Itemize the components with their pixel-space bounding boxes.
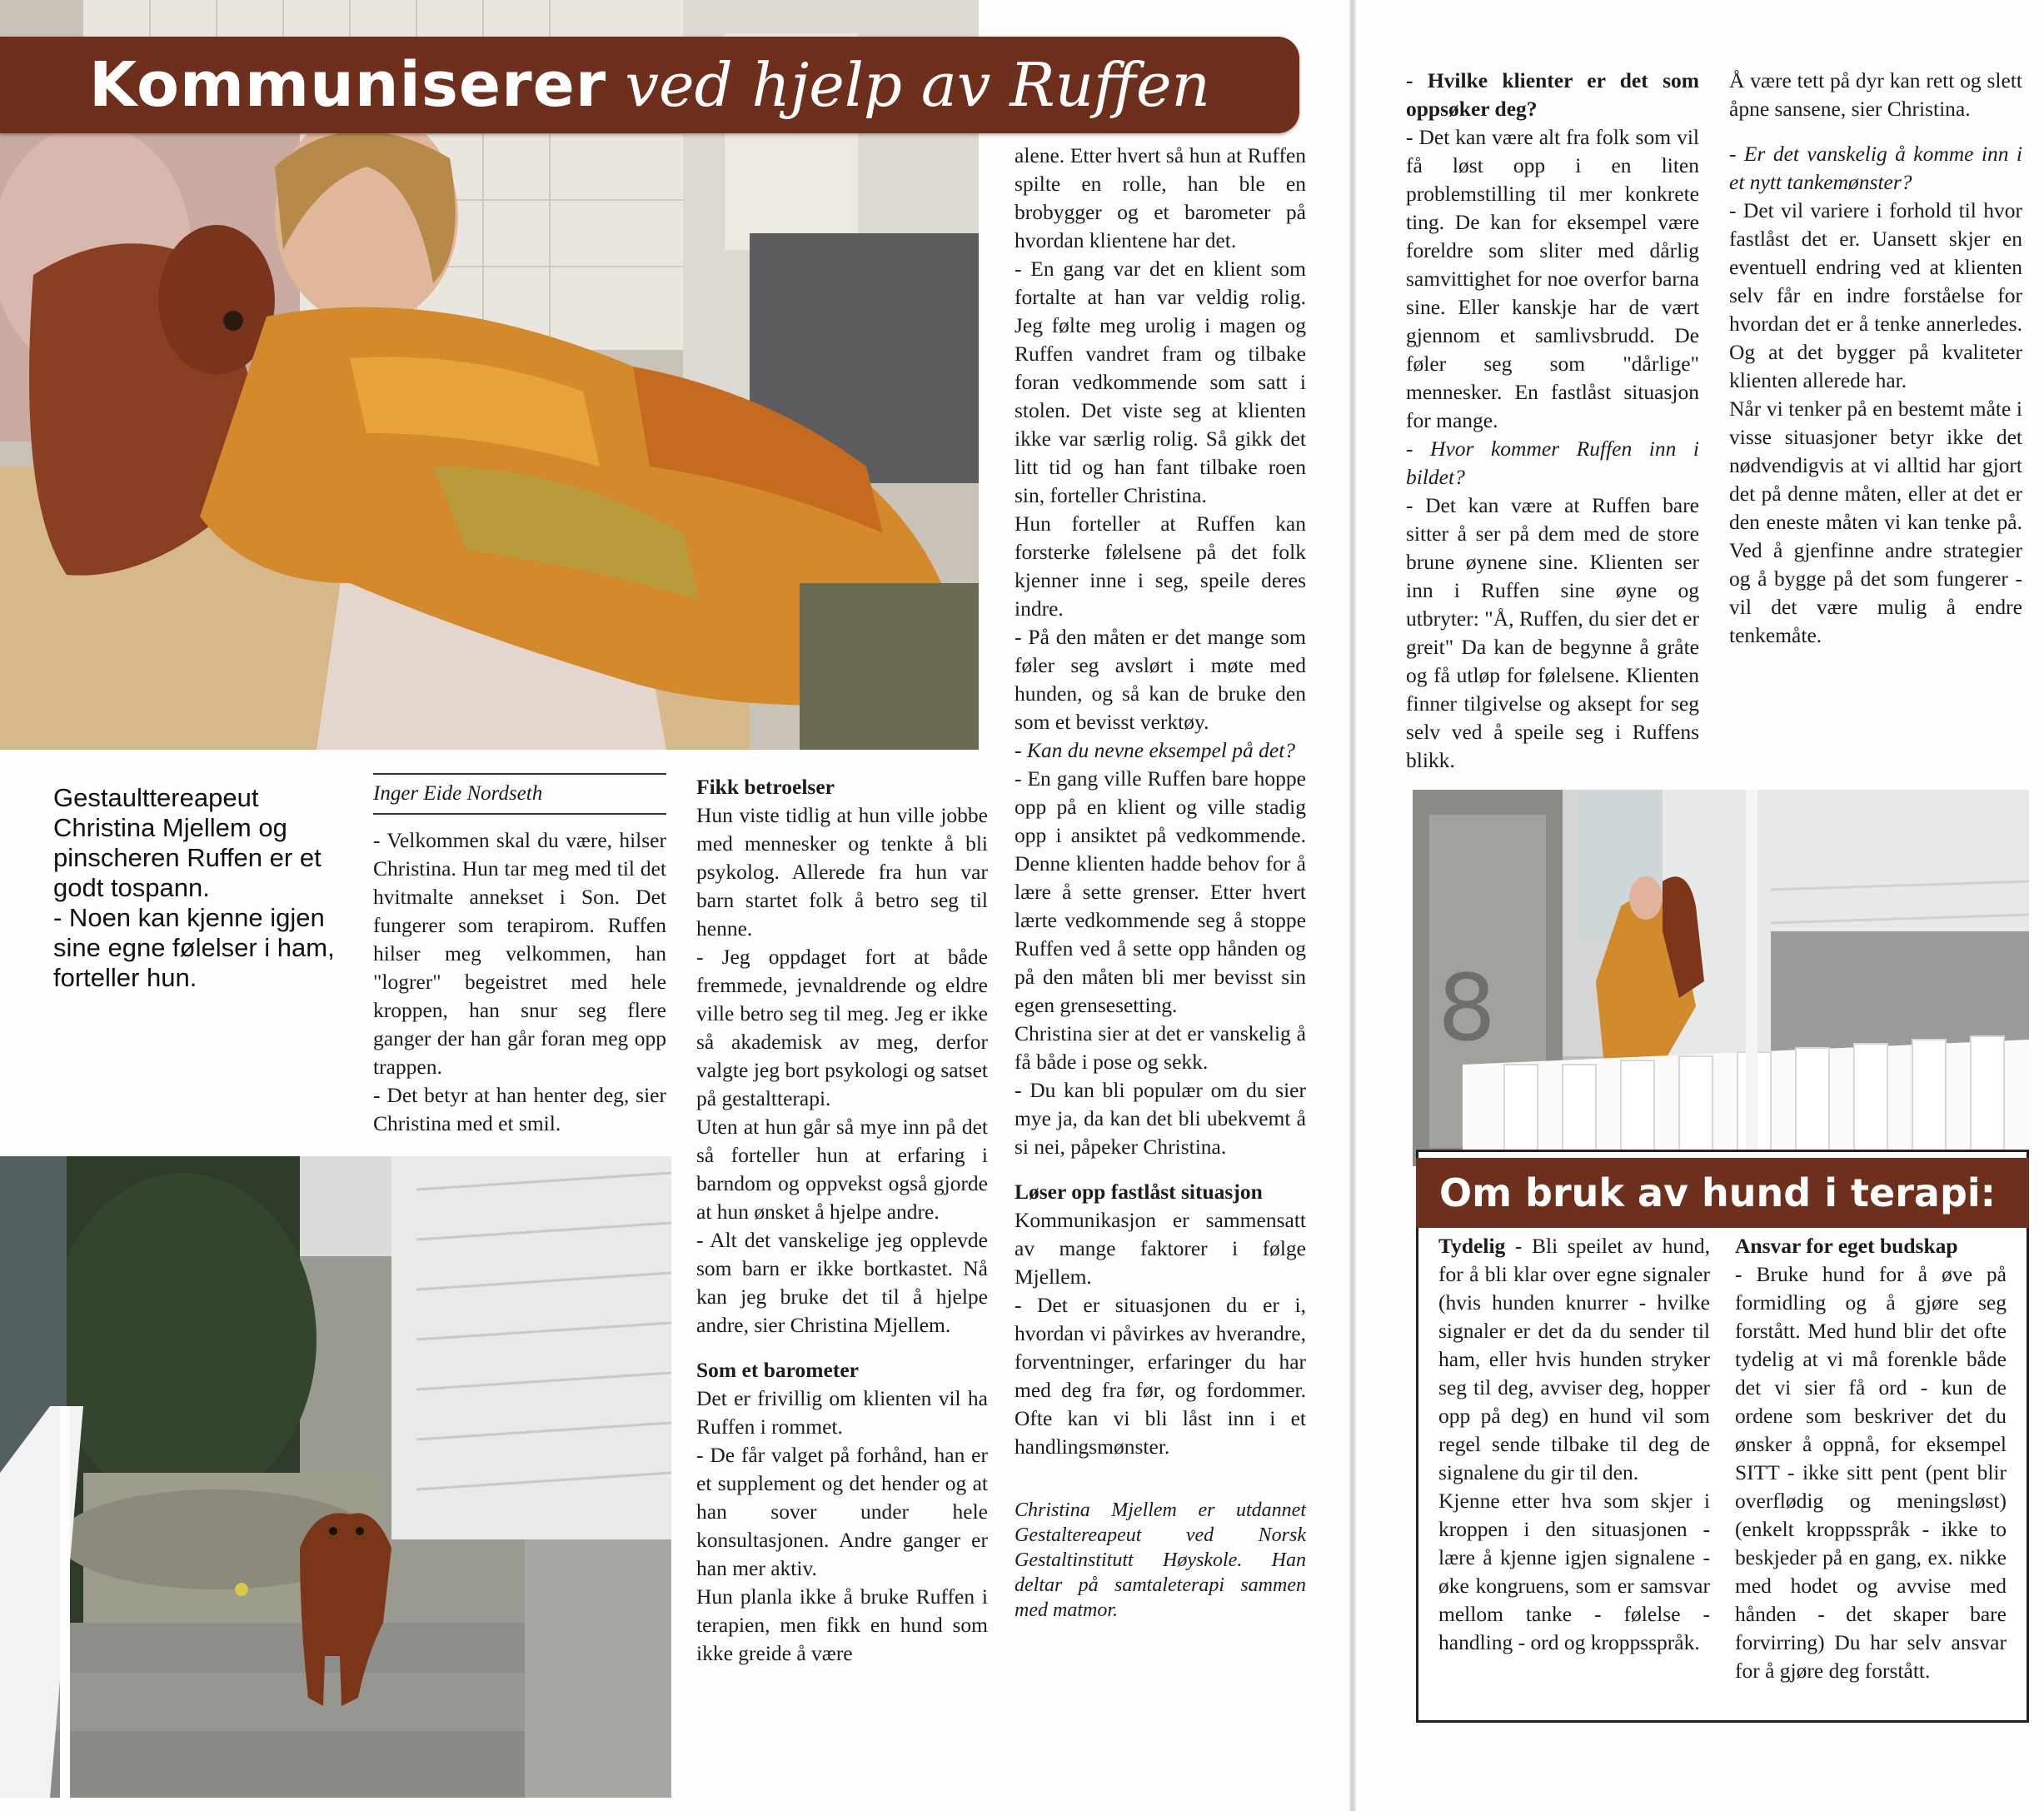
paragraph: - Alt det vanskelige jeg opplevde som barn er ikke bortkastet. Nå kan jeg bruke det til å hjelpe andre, sier Christina Mjellem. xyxy=(696,1228,988,1337)
question: - Kan du nevne eksempel på det? xyxy=(1015,738,1296,762)
paragraph: Å være tett på dyr kan rett og slett åpne sansene, sier Christina. xyxy=(1729,68,2022,121)
paragraph: - En gang var det en klient som fortalte at han var veldig rolig. Jeg følte meg urolig i magen og Ruffen vandret fram og tilbake foran vedkommende som satt i stolen. Det viste seg at klienten ikke var særlig rolig. Så gikk det litt tid og han fant tilbake roen sin, forteller Christina. xyxy=(1015,257,1306,507)
paragraph: Når vi tenker på en bestemt måte i visse situasjoner betyr ikke det nødvendigvis at vi alltid har gjort det på denne måten, eller at det er den eneste måten vi kan tenke på. Ved å gjenfinne andre strategier og å bygge på det som fungerer - vil det være mulig å endre tenkemåte. xyxy=(1729,397,2022,647)
subheading: Som et barometer xyxy=(696,1358,859,1382)
photo-woman-holding-dog xyxy=(1413,790,2029,1166)
info-box-column-2 xyxy=(1735,1232,2007,1685)
paragraph: - Det kan være at Ruffen bare sitter å ser på dem med de store brune øynene sine. Klienten ser inn i Ruffen sine øyne og utbryter: "Å, Ruffen, du sier det er greit" Da kan de begynne å gråte og få utløp for følelsene. Klienten finner tilgivelse og aksept for seg selv ved å speile seg i Ruffens blikk. xyxy=(1406,493,1699,772)
article-title-banner xyxy=(0,37,1299,133)
text-column-2 xyxy=(696,773,988,1668)
lead-paragraph: - Noen kan kjenne igjen sine egne følelser i ham, forteller hun. xyxy=(53,903,335,992)
title-script: ved hjelp av Ruffen xyxy=(625,50,1210,120)
info-box-title-banner xyxy=(1416,1158,2029,1228)
paragraph: Christina sier at det er vanskelig å få både i pose og sekk. xyxy=(1015,1021,1306,1074)
svg-text:8: 8 xyxy=(1438,955,1496,1061)
info-heading: Ansvar for eget budskap xyxy=(1735,1234,1958,1258)
question-heading: - Hvilke klienter er det som oppsøker deg? xyxy=(1406,68,1699,121)
paragraph: - De får valget på forhånd, han er et supplement og det hender og at han sover under hele konsultasjonen. Andre ganger er han mer aktiv. xyxy=(696,1443,988,1580)
info-heading: Tydelig xyxy=(1438,1234,1506,1258)
paragraph: - Du kan bli populær om du sier mye ja, da kan det bli ubekvemt å si nei, påpeker Christina. xyxy=(1015,1078,1306,1159)
paragraph: - Det betyr at han henter deg, sier Christina med et smil. xyxy=(373,1083,666,1135)
paragraph: Det er frivillig om klienten vil ha Ruffen i rommet. xyxy=(696,1386,988,1439)
info-paragraph: - Bruke hund for å øve på formidling og å gjøre seg forstått. Med hund blir det ofte tydelig at vi må forenkle både det vi sier få ord - kun de ordene som beskriver det du ønsker å oppnå, for eksempel SITT - ikke sitt pent (pent blir overflødig og meningsløst) (enkelt kroppsspråk - ikke to beskjeder på en gang, ex. nikke med hodet og avvise med hånden - det skaper bare forvirring) Du har selv ansvar for å gjøre deg forstått. xyxy=(1735,1262,2007,1683)
paragraph: Hun planla ikke å bruke Ruffen i terapien, men fikk en hund som ikke greide å være xyxy=(696,1584,988,1665)
text-column-1 xyxy=(373,773,666,1138)
byline: Inger Eide Nordseth xyxy=(373,773,666,815)
paragraph: - Velkommen skal du være, hilser Christina. Hun tar meg med til det hvitmalte annekset i Son. Det fungerer som terapirom. Ruffen hilser meg velkommen, han "logrer" begeistret med hele kroppen, han snur seg flere ganger der han går foran meg opp trappen. xyxy=(373,828,666,1079)
text-column-4 xyxy=(1406,67,1699,775)
page-gutter xyxy=(1349,0,1356,1811)
paragraph: - Det vil variere i forhold til hvor fastlåst det er. Uansett skjer en eventuell endring ved at klienten selv får en indre forståelse for hvordan det er å tenke annerledes. Og at det bygger på kvaliteter klienten allerede har. xyxy=(1729,198,2022,392)
info-box xyxy=(1416,1150,2029,1723)
info-box-title: Om bruk av hund i terapi: xyxy=(1439,1170,1997,1215)
question: - Hvor kommer Ruffen inn i bildet? xyxy=(1406,437,1699,489)
question: - Er det vanskelig å komme inn i et nytt tankemønster? xyxy=(1729,142,2022,194)
title-bold: Kommuniserer xyxy=(89,49,607,121)
paragraph: - En gang ville Ruffen bare hoppe opp på en klient og ville stadig opp i ansiktet på vedkommende. Denne klienten hadde behov for å lære å sette grenser. Etter hvert lærte vedkommende seg å stoppe Ruffen ved å sette opp hånden og på den måten bli mer bevisst sin egen grensesetting. xyxy=(1015,766,1306,1017)
subheading: Fikk betroelser xyxy=(696,775,835,799)
paragraph: alene. Etter hvert så hun at Ruffen spilte en rolle, han ble en brobygger og et barometer på hvordan klientene har det. xyxy=(1015,143,1306,252)
info-box-column-1 xyxy=(1438,1232,1710,1657)
info-text: - Bli speilet av hund, for å bli klar over egne signaler (hvis hunden knurrer - hvilke signaler er det da du sender til ham, eller hvis hunden stryker seg til deg, avviser deg, hopper opp på deg) en hund vil som regel sende tilbake til deg de signalene du gir til den. xyxy=(1438,1234,1710,1484)
author-note: Christina Mjellem er utdannet Gestaltereapeut ved Norsk Gestaltinstitutt Høyskole. Han deltar på samtaleterapi sammen med matmor. xyxy=(1015,1499,1306,1621)
subheading: Løser opp fastlåst situasjon xyxy=(1015,1180,1263,1204)
info-paragraph: Kjenne etter hva som skjer i kroppen i den situasjonen - lære å kjenne igjen signalene - øke kongruens, som er samsvar mellom tanke - følelse - handling - ord og kroppsspråk. xyxy=(1438,1489,1710,1654)
paragraph: - På den måten er det mange som føler seg avslørt i møte med hunden, og så kan de bruke den som et bevisst verktøy. xyxy=(1015,625,1306,734)
paragraph: Uten at hun går så mye inn på det så forteller hun at erfaring i barndom og oppvekst også gjorde at hun ønsket å hjelpe andre. xyxy=(696,1115,988,1224)
info-paragraph xyxy=(1438,1232,1710,1487)
paragraph: Hun forteller at Ruffen kan forsterke følelsene på det folk kjenner inne i seg, speile deres indre. xyxy=(1015,511,1306,621)
paragraph: - Jeg oppdaget fort at både fremmede, jevnaldrende og eldre ville betro seg til meg. Jeg er ikke så akademisk av meg, derfor valgte jeg bort psykologi og satset på gestaltterapi. xyxy=(696,945,988,1110)
paragraph: - Det kan være alt fra folk som vil få løst opp i en liten problemstilling til mer konkrete ting. De kan for eksempel være foreldre som sliter med dårlig samvittighet for noe overfor barna sine. Eller kanskje har de vært gjennom et samlivsbrudd. De føler seg som "dårlige" mennesker. En fastlåst situasjon for mange. xyxy=(1406,125,1699,432)
text-column-5 xyxy=(1729,67,2022,650)
paragraph: - Det er situasjonen du er i, hvordan vi påvirkes av hverandre, forventninger, erfaringer du har med deg fra før, og fordommer. Ofte kan vi bli låst inn i et handlingsmønster. xyxy=(1015,1293,1306,1459)
article-lead xyxy=(53,783,358,993)
text-column-3 xyxy=(1015,142,1306,1623)
paragraph: Hun viste tidlig at hun ville jobbe med mennesker og tenkte å bli psykolog. Allerede fra hun var barn startet folk å betro seg til henne. xyxy=(696,803,988,940)
lead-paragraph: Gestaulttereapeut Christina Mjellem og pinscheren Ruffen er et godt tospann. xyxy=(53,783,322,902)
paragraph: Kommunikasjon er sammensatt av mange faktorer i følge Mjellem. xyxy=(1015,1208,1306,1289)
photo-dog-on-steps xyxy=(0,1156,671,1798)
